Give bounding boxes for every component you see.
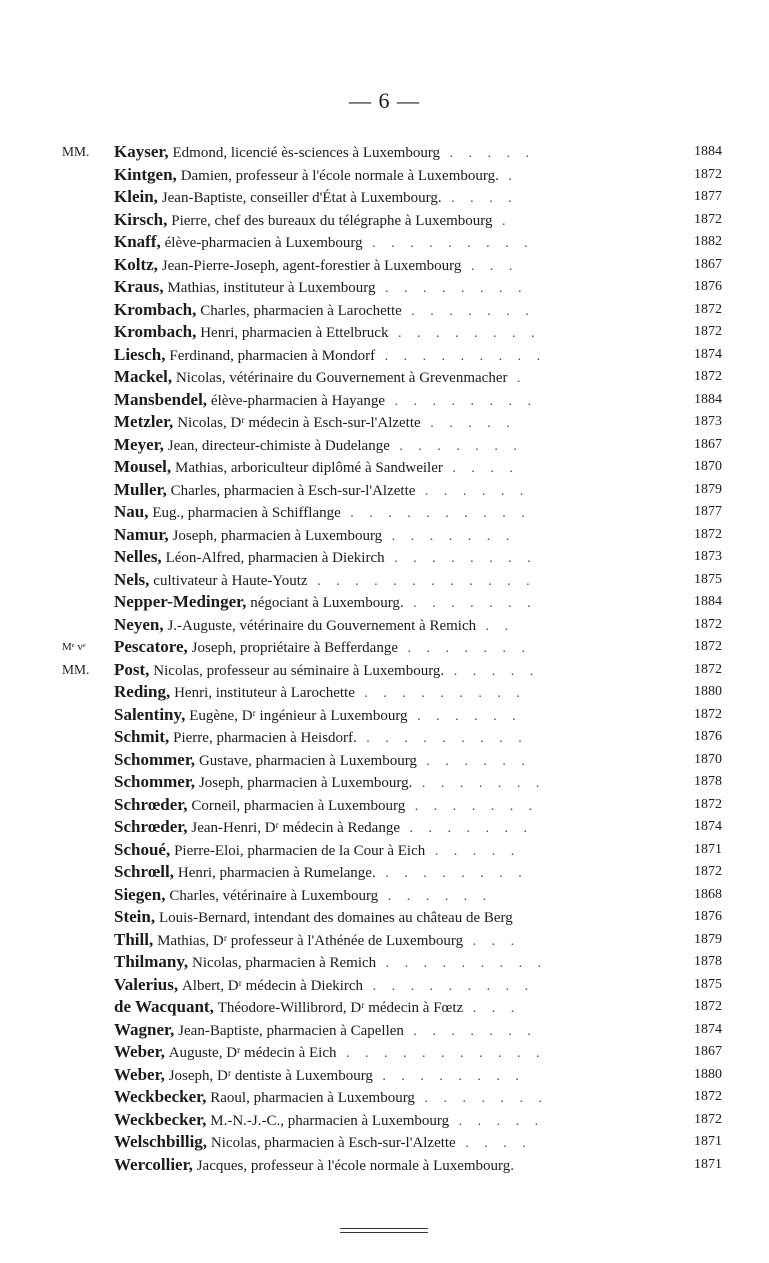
entry-year: 1884 [694,144,722,159]
dot-leader: . . . . . . . [403,596,537,611]
entry-description: Nicolas, professeur au séminaire à Luxembourg. [153,662,445,679]
entry-year: 1878 [694,954,722,969]
list-item [62,209,722,232]
entry-body [114,546,674,571]
entry-description: négociant à Luxembourg. [250,595,404,611]
entry-body [114,906,674,931]
entry-name: Weber, [114,1042,165,1061]
entry-description: Jean, directeur-chimiste à Dudelange [167,437,390,454]
dot-leader: . . . . . . . . . [376,956,548,971]
entry-year: 1877 [694,189,722,204]
entry-year: 1872 [694,639,722,654]
entry-description: Henri, pharmacien à Ettelbruck [200,325,389,341]
entry-description: Charles, vétérinaire à Luxembourg [169,887,379,904]
list-item [62,479,722,502]
entry-year: 1874 [694,1021,722,1037]
dot-leader: . . . . . . . . . . . . [307,573,536,589]
dot-leader: . [492,213,512,229]
entry-description: Raoul, pharmacien à Luxembourg [210,1090,415,1106]
entry-body [114,681,674,706]
entry-name: Wercollier, [114,1154,193,1174]
entry-year: 1875 [694,976,722,992]
list-item [62,681,722,704]
list-item [62,884,722,907]
dot-leader: . . . . . [440,146,536,161]
dot-leader: . . . . . . . . [384,393,537,409]
entry-name: Kintgen, [114,164,177,184]
dot-leader: . . . . . . . [397,641,531,656]
end-rule-bottom [340,1232,428,1233]
entry-year: 1872 [694,706,722,722]
entry-year: 1872 [694,616,722,632]
entry-description: Nicolas, pharmacien à Remich [192,955,377,971]
entry-name: Koltz, [114,254,158,274]
list-item [62,389,722,412]
entry-name: Schrœder, [114,817,188,836]
entry-description: Mathias, arboriculteur diplômé à Sandweiler [175,460,443,476]
entry-body [114,591,674,616]
list-item [62,591,722,614]
entry-year: 1867 [694,1044,722,1059]
entry-body [114,839,674,864]
entry-description: Louis-Bernard, intendant des domaines au château de Berg [158,910,513,926]
list-item [62,254,722,277]
list-item [62,929,722,952]
entry-body [114,636,674,661]
dot-leader: . . . . . [449,1113,545,1129]
entry-description: Nicolas, pharmacien à Esch-sur-l'Alzette [210,1135,456,1151]
entry-description: Pierre-Eloi, pharmacien de la Cour à Eich [174,842,426,859]
entry-name: Weber, [114,1064,165,1084]
list-item [62,951,722,974]
entry-name: Nelles, [114,547,162,566]
entry-year: 1872 [694,211,722,227]
entry-body [114,771,674,796]
entry-description: Ferdinand, pharmacien à Mondorf [169,347,376,364]
entry-description: Charles, pharmacien à Esch-sur-l'Alzette [170,482,416,499]
entry-name: Thilmany, [114,952,189,971]
entry-description: Joseph, pharmacien à Luxembourg. [198,775,413,791]
entry-body [114,794,674,819]
entry-name: Weckbecker, [114,1109,207,1129]
entry-body [114,1019,674,1044]
entry-body [114,344,674,369]
list-item [62,996,722,1019]
entry-year: 1867 [694,436,722,452]
entry-body [114,479,674,504]
entry-year: 1872 [694,526,722,542]
list-item [62,839,722,862]
entry-prefix: MM. [62,661,90,677]
dot-leader: . . . . [441,191,518,206]
entry-year: 1873 [694,414,722,429]
entry-description: Henri, pharmacien à Rumelange. [177,865,376,881]
dot-leader: . . . [463,1001,521,1016]
list-item [62,906,722,929]
entry-body [114,231,674,256]
entry-name: Krombach, [114,299,197,319]
entry-name: Mansbendel, [114,389,208,409]
list-item [62,231,722,254]
entry-description: Charles, pharmacien à Larochette [200,302,402,319]
entry-body [114,1131,674,1156]
entry-name: Schoué, [114,839,171,859]
dot-leader: . . . . . . [407,708,522,724]
dot-leader: . . . . . . . . . [375,348,547,364]
entry-body [114,366,674,391]
entry-name: Nau, [114,502,149,521]
list-item [62,141,722,164]
entry-year: 1879 [694,931,722,947]
entry-name: Stein, [114,907,156,926]
entry-body [114,861,674,886]
entry-year: 1879 [694,481,722,497]
list-item [62,501,722,524]
list-item [62,659,722,682]
dot-leader: . . . . . . [415,483,530,499]
entry-name: Nepper-Medinger, [114,592,247,611]
entry-description: Henri, instituteur à Larochette [174,685,355,701]
entry-body [114,816,674,841]
entry-description: Eugène, Dʳ ingénieur à Luxembourg [189,707,408,724]
entry-name: Kirsch, [114,209,168,229]
entry-description: Auguste, Dʳ médecin à Eich [168,1045,337,1061]
list-item [62,434,722,457]
entry-description: Jean-Baptiste, conseiller d'État à Luxembourg. [161,190,442,206]
entry-name: Kraus, [114,277,164,296]
list-item [62,1154,722,1177]
list-item [62,456,722,479]
entry-name: Weckbecker, [114,1087,207,1106]
entry-year: 1876 [694,729,722,744]
dot-leader: . . . . . . . [382,528,516,544]
dot-leader: . . . . . [420,416,516,431]
entry-body [114,704,674,729]
entry-description: Albert, Dʳ médecin à Diekirch [181,977,364,994]
list-item [62,546,722,569]
entry-name: Wagner, [114,1019,175,1039]
entry-description: Edmond, licencié ès-sciences à Luxembourg [172,145,441,161]
dot-leader: . . . . . . . . [375,866,528,881]
entry-description: Eug., pharmacien à Schifflange [152,505,341,521]
dot-leader: . . . . . . [378,888,493,904]
entry-name: Pescatore, [114,637,188,656]
entry-body [114,321,674,346]
list-item [62,276,722,299]
list-item [62,1086,722,1109]
dot-leader: . . . . . . . [412,776,546,791]
entry-description: Nicolas, vétérinaire du Gouvernement à Grevenmacher [175,370,508,386]
entry-description: Joseph, Dʳ dentiste à Luxembourg [168,1067,373,1084]
entry-description: Léon-Alfred, pharmacien à Diekirch [165,550,385,566]
dot-leader: . . . . [442,461,519,476]
dot-leader: . . . [461,258,519,274]
entry-name: Metzler, [114,412,174,431]
entry-year: 1870 [694,751,722,767]
entry-body [114,996,674,1021]
list-item [62,726,722,749]
entry-name: Kayser, [114,142,169,161]
list-item [62,344,722,367]
entry-name: Mousel, [114,457,172,476]
entry-year: 1873 [694,549,722,564]
entry-description: Joseph, pharmacien à Luxembourg [172,527,383,544]
entry-name: Liesch, [114,344,166,364]
entry-name: Meyer, [114,434,164,454]
list-item [62,794,722,817]
entry-name: Namur, [114,524,169,544]
dot-leader: . . . . . . . . . [356,731,528,746]
entry-year: 1877 [694,504,722,519]
entry-description: M.-N.-J.-C., pharmacien à Luxembourg [210,1112,450,1129]
dot-leader: . . . . . . . . . [362,236,534,251]
list-item [62,321,722,344]
entry-body [114,389,674,414]
entry-year: 1867 [694,256,722,272]
entry-description: Pierre, pharmacien à Heisdorf. [173,730,357,746]
entry-description: Mathias, Dʳ professeur à l'Athénée de Luxembourg [157,932,464,949]
dot-leader: . . . . . . . . [388,326,541,341]
list-item [62,411,722,434]
entry-year: 1884 [694,594,722,609]
entry-name: Mackel, [114,367,173,386]
member-list [62,141,722,1176]
dot-leader: . . . . . . . [403,1023,537,1039]
entry-name: Schommer, [114,749,196,769]
entry-description: Joseph, propriétaire à Befferdange [191,640,398,656]
entry-description: Corneil, pharmacien à Luxembourg [191,797,406,814]
entry-description: J.-Auguste, vétérinaire du Gouvernement à Remich [167,617,477,634]
entry-name: Schrœder, [114,794,188,814]
list-item [62,186,722,209]
list-item [62,749,722,772]
dot-leader: . . . . . . [416,753,531,769]
list-item [62,771,722,794]
list-item [62,164,722,187]
dot-leader: . . . . . [444,663,540,679]
entry-year: 1872 [694,796,722,812]
entry-year: 1872 [694,1089,722,1104]
entry-name: Siegen, [114,884,166,904]
entry-name: Muller, [114,479,167,499]
entry-year: 1872 [694,369,722,384]
entry-body [114,164,674,189]
entry-body [114,1041,674,1066]
entry-body [114,749,674,774]
entry-year: 1868 [694,886,722,902]
entry-year: 1874 [694,819,722,834]
dot-leader: . [498,168,518,184]
entry-body [114,1064,674,1089]
entry-body [114,501,674,526]
list-item [62,569,722,592]
entry-name: Salentiny, [114,704,186,724]
entry-body [114,1154,674,1179]
entry-description: Pierre, chef des bureaux du télégraphe à Luxembourg [171,212,493,229]
entry-description: Nicolas, Dʳ médecin à Esch-sur-l'Alzette [177,415,421,431]
dot-leader: . . . . . . . [405,798,539,814]
entry-description: Jean-Henri, Dʳ médecin à Redange [191,820,400,836]
entry-description: Damien, professeur à l'école normale à Luxembourg. [180,167,499,184]
entry-year: 1872 [694,864,722,879]
entry-body [114,141,674,166]
entry-name: Post, [114,659,150,679]
entry-name: Knaff, [114,232,161,251]
dot-leader: . . . . . [425,843,521,859]
list-item [62,614,722,637]
list-item [62,524,722,547]
entry-body [114,1109,674,1134]
dot-leader: . . . . . . . [414,1091,548,1106]
entry-name: Schmit, [114,727,170,746]
entry-prefix: Mᵉ vᵉ [62,641,86,653]
list-item [62,1019,722,1042]
dot-leader: . . [476,618,515,634]
entry-year: 1870 [694,459,722,474]
list-item [62,366,722,389]
entry-year: 1874 [694,346,722,362]
entry-description: Gustave, pharmacien à Luxembourg [198,752,417,769]
dot-leader: . . . . . . . . . [363,978,535,994]
entry-year: 1884 [694,391,722,407]
entry-body [114,974,674,999]
entry-body [114,614,674,639]
list-item [62,1109,722,1132]
entry-body [114,884,674,909]
entry-description: Jean-Baptiste, pharmacien à Capellen [178,1022,404,1039]
dot-leader: . . . . . . . . [372,1068,525,1084]
list-item [62,816,722,839]
list-item [62,861,722,884]
entry-name: Schommer, [114,772,196,791]
dot-leader: . . . . . . . [389,438,523,454]
entry-description: cultivateur à Haute-Youtz [153,572,308,589]
entry-name: Reding, [114,682,171,701]
entry-body [114,209,674,234]
entry-description: Mathias, instituteur à Luxembourg [167,280,376,296]
entry-name: Neyen, [114,614,164,634]
list-item [62,974,722,997]
entry-name: Thill, [114,929,154,949]
entry-description: Jacques, professeur à l'école normale à Luxembourg. [196,1157,515,1174]
entry-body [114,659,674,684]
list-item [62,1064,722,1087]
entry-year: 1871 [694,1156,722,1172]
entry-body [114,299,674,324]
entry-name: Krombach, [114,322,197,341]
entry-body [114,569,674,594]
entry-body [114,434,674,459]
dot-leader: . . . . [455,1136,532,1151]
list-item [62,299,722,322]
entry-year: 1872 [694,324,722,339]
entry-body [114,929,674,954]
entry-body [114,276,674,301]
list-item [62,636,722,659]
dot-leader: . . . . . . . . [384,551,537,566]
entry-year: 1880 [694,684,722,699]
page-number: — 6 — [349,88,420,113]
entry-body [114,524,674,549]
entry-year: 1876 [694,909,722,924]
entry-body [114,186,674,211]
entry-year: 1880 [694,1066,722,1082]
entry-name: Nels, [114,569,150,589]
entry-name: Welschbillig, [114,1132,208,1151]
entry-year: 1871 [694,841,722,857]
end-rule-top [340,1228,428,1229]
list-item [62,1131,722,1154]
dot-leader: . . . [463,933,521,949]
entry-year: 1872 [694,301,722,317]
dot-leader: . . . . . . . . . . . [336,1046,546,1061]
entry-name: Schrœll, [114,862,174,881]
list-item [62,704,722,727]
entry-year: 1871 [694,1134,722,1149]
entry-name: Valerius, [114,974,179,994]
dot-leader: . . . . . . . . . . [340,506,531,521]
entry-year: 1875 [694,571,722,587]
dot-leader: . . . . . . . [401,303,535,319]
entry-year: 1876 [694,279,722,294]
entry-year: 1872 [694,999,722,1014]
entry-year: 1882 [694,234,722,249]
dot-leader: . [507,371,527,386]
entry-description: Jean-Pierre-Joseph, agent-forestier à Luxembourg [161,257,462,274]
entry-name: Klein, [114,187,158,206]
entry-year: 1872 [694,661,722,677]
entry-year: 1878 [694,774,722,789]
entry-body [114,726,674,751]
dot-leader: . . . . . . . [399,821,533,836]
entry-body [114,456,674,481]
entry-description: élève-pharmacien à Luxembourg [164,235,363,251]
entry-description: Théodore-Willibrord, Dʳ médecin à Fœtz [217,1000,464,1016]
entry-name: de Wacquant, [114,997,214,1016]
entry-body [114,1086,674,1111]
entry-year: 1872 [694,166,722,182]
entry-body [114,951,674,976]
entry-description: élève-pharmacien à Hayange [210,392,385,409]
dot-leader: . . . . . . . . [375,281,528,296]
dot-leader: . . . . . . . . . [354,686,526,701]
list-item [62,1041,722,1064]
entry-year: 1872 [694,1111,722,1127]
entry-prefix: MM. [62,144,90,159]
entry-body [114,254,674,279]
entry-body [114,411,674,436]
